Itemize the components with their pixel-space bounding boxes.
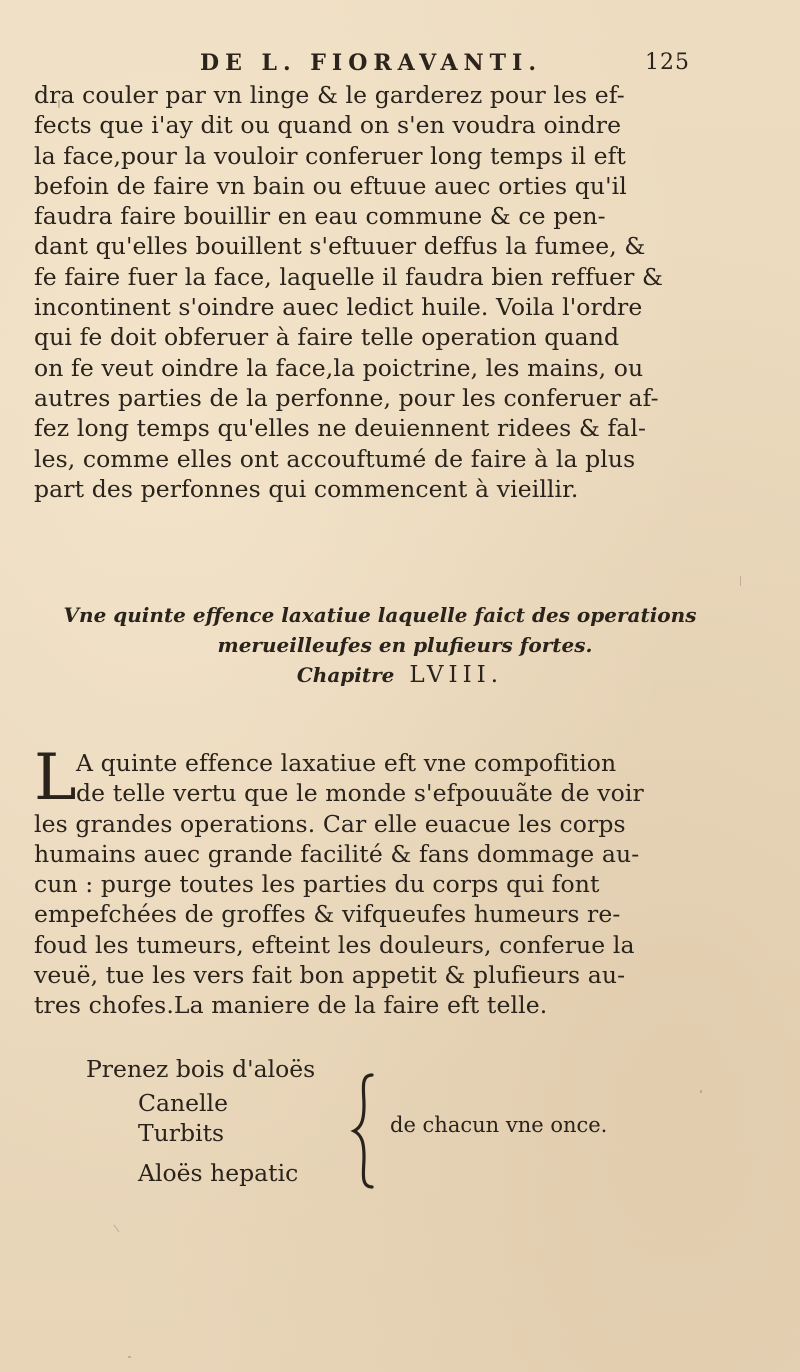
text-line: qui fe doit obferuer à faire telle operation quand <box>34 323 620 352</box>
text-line: tres chofes.La maniere de la faire eft telle. <box>34 991 548 1020</box>
page-number: 125 <box>645 50 690 75</box>
chapter-title-line-2: merueilleufes en plufieurs fortes. <box>217 633 593 657</box>
paragraph-continuation <box>34 80 708 504</box>
chapter-heading <box>0 600 800 690</box>
dose-note: de chacun vne once. <box>390 1113 608 1137</box>
text-line: dant qu'elles bouillent s'eftuuer deffus la fumee, & <box>34 232 646 261</box>
text-line: fe faire fuer la face, laquelle il faudra bien reffuer & <box>34 262 664 291</box>
chapter-paragraph <box>34 741 708 1021</box>
text-line: foud les tumeurs, efteint les douleurs, conferue la <box>34 930 635 959</box>
curly-brace-icon <box>350 1071 386 1191</box>
text-line: les, comme elles ont accouftumé de faire à la plus <box>34 444 636 473</box>
text-line: fects que i'ay dit ou quand on s'en voudra oindre <box>34 111 622 140</box>
ingredient-turbith: Turbits <box>138 1119 225 1147</box>
text-line: fez long temps qu'elles ne deuiennent ridees & fal- <box>34 414 647 443</box>
running-head: DE L. FIORAVANTI. <box>200 50 542 76</box>
ingredient-cinnamon: Canelle <box>138 1089 228 1117</box>
text-line: humains auec grande facilité & fans dommage au- <box>34 839 640 868</box>
recipe-block <box>86 1055 706 1205</box>
text-line: cun : purge toutes les parties du corps qui font <box>34 870 600 899</box>
text-line: faudra faire bouillir en eau commune & ce pen- <box>34 202 606 231</box>
text-line: on fe veut oindre la face,la poictrine, les mains, ou <box>34 353 644 382</box>
text-line: dra couler par vn linge & le garderez pour les ef- <box>34 81 625 109</box>
chapter-number-line <box>0 660 800 690</box>
text-line: part des perfonnes qui commencent à vieillir. <box>34 474 579 503</box>
chapter-label: Chapitre <box>296 663 395 687</box>
ingredient-aloe-wood: Prenez bois d'aloës <box>86 1055 316 1083</box>
drop-initial: L <box>34 741 77 815</box>
chapter-title-line-1: Vne quinte effence laxatiue laquelle faict des operations <box>63 603 697 627</box>
text-line: veuë, tue les vers fait bon appetit & plufieurs au- <box>34 961 626 990</box>
text-line: incontinent s'oindre auec ledict huile. Voila l'ordre <box>34 293 643 322</box>
text-line: A quinte effence laxatiue eft vne compofition <box>76 749 617 777</box>
text-line: befoin de faire vn bain ou eftuue auec orties qu'il <box>34 171 627 200</box>
text-line: la face,pour la vouloir conferuer long temps il eft <box>34 141 626 170</box>
text-line: empefchées de groffes & vifqueufes humeurs re- <box>34 900 621 929</box>
text-line: les grandes operations. Car elle euacue les corps <box>34 809 626 838</box>
chapter-number: LVIII. <box>409 662 504 688</box>
ingredient-hepatic-aloe: Aloës hepatic <box>138 1159 299 1187</box>
text-line: de telle vertu que le monde s'efpouuãte de voir <box>76 779 644 808</box>
text-line: autres parties de la perfonne, pour les conferuer af- <box>34 383 659 412</box>
